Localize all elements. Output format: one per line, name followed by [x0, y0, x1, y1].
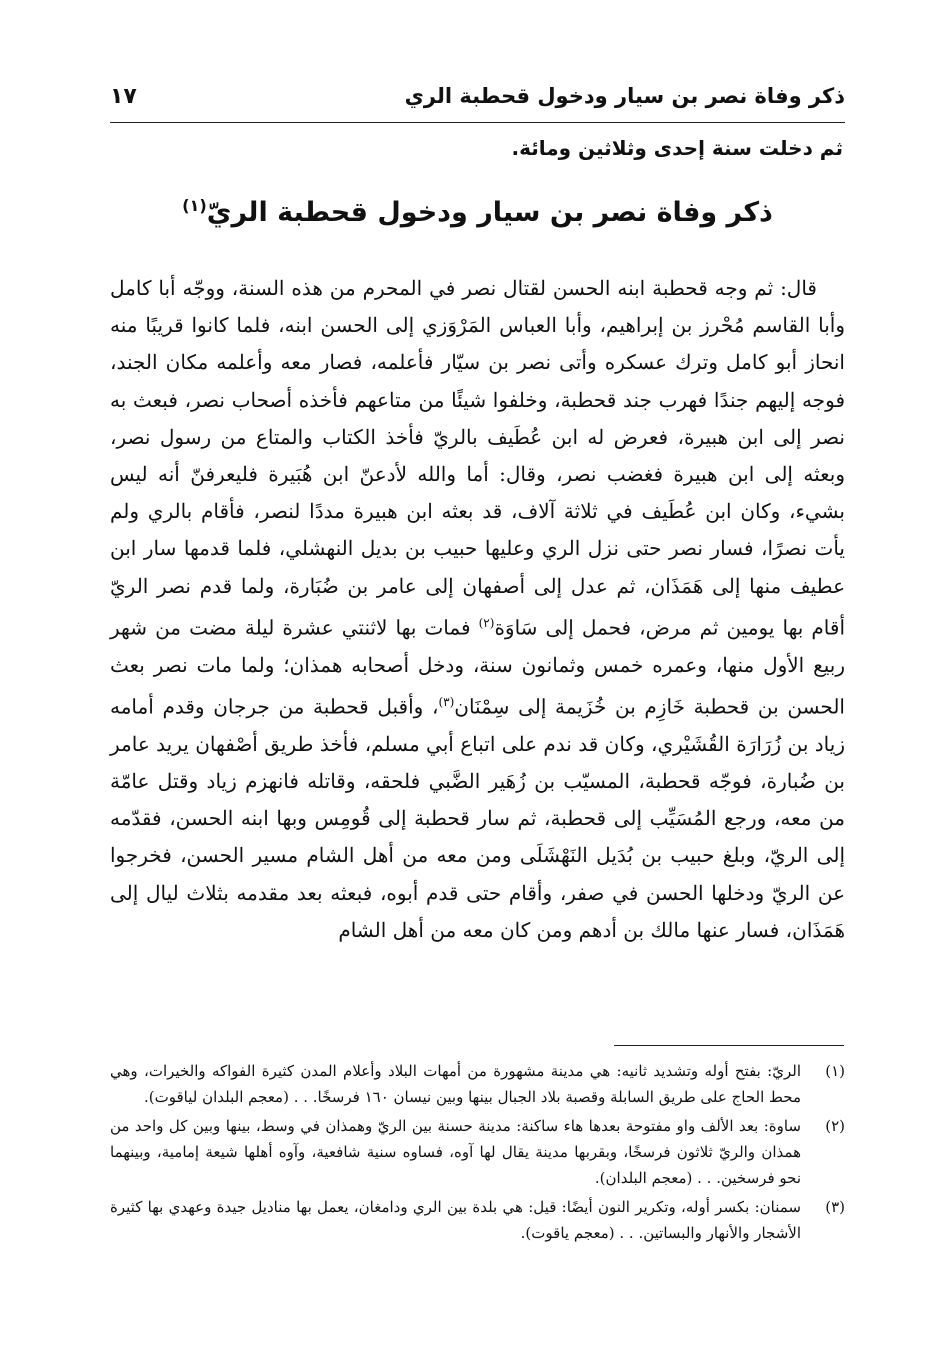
- footnote-number: (٢): [825, 1117, 845, 1135]
- footnote: [110, 1058, 845, 1110]
- section-heading: [110, 196, 845, 228]
- running-title: ذكر وفاة نصر بن سيار ودخول قحطبة الري: [404, 84, 845, 108]
- footnote-text: سمنان: بكسر أوله، وتكرير النون أيضًا: قيل: هي بلدة بين الري ودامغان، يعمل بها مناديل جيدة وعهدي بها كثيرة الأشجار والأنهار والبساتين. . . (معجم ياقوت).: [110, 1198, 801, 1242]
- footnote-text: الريّ: بفتح أوله وتشديد ثانيه: هي مدينة مشهورة من أمهات البلاد وأعلام المدن كثيرة الفواكه والخيرات، وهي محط الحاج على طريق السابلة وقصبة بلاد الجبال بينها وبين نيسان ١٦٠ فرسخًا. . . (معجم البلدان لياقوت).: [110, 1062, 801, 1106]
- footnote-separator: [614, 1045, 844, 1046]
- footnote: [110, 1113, 845, 1191]
- body-segment-3: ، وأقبل قحطبة من جرجان وقدم أمامه زياد بن زُرَارَة القُشَيْري، وكان قد ندم على اتباع أبي مسلم، فأخذ طريق أصْفهان يريد عامر بن ضُبارة، فوجّه قحطبة، المسيّب بن زُهَير الضَّبي فلحقه، وقاتله فانهزم زياد وقتل عامّة من معه، ورجع المُسَيِّب إلى قحطبة، ثم سار قحطبة إلى قُومِس وبها ابنه الحسن، فقدّمه إلى الريّ، وبلغ حبيب بن بُدَيل النَهْشَلَى ومن معه من أهل الشام مسير الحسن، فخرجوا عن الريّ ودخلها الحسن في صفر، وأقام حتى قدم أبوه، فبعثه بعد مقدمه بثلاث ليال إلى هَمَذَان، فسار عنها مالك بن أدهم ومن كان معه من أهل الشام: [110, 694, 845, 942]
- footnote-number: (٣): [825, 1198, 845, 1216]
- footnote-text: ساوة: بعد الألف واو مفتوحة بعدها هاء ساكنة: مدينة حسنة بين الريّ وهمذان في وسط، بينها وبين كل واحد من همذان والريّ ثلاثون فرسخًا، وبقربها مدينة يقال لها آوه، فساوه سنية شافعية، وآوه أهلها شيعة إمامية، وبينهما نحو فرسخين. . . (معجم البلدان).: [110, 1117, 801, 1187]
- intro-line: ثم دخلت سنة إحدى وثلاثين ومائة.: [511, 136, 843, 160]
- footnote-number: (١): [825, 1062, 845, 1080]
- footnotes: [110, 1058, 845, 1249]
- footnote-ref-2: (٢): [478, 615, 495, 630]
- footnote-ref-3: (٣): [438, 694, 455, 709]
- page-number: ١٧: [110, 84, 137, 109]
- body-paragraph: [110, 270, 845, 949]
- body-text: [110, 270, 845, 949]
- section-heading-text: ذكر وفاة نصر بن سيار ودخول قحطبة الريّ: [206, 197, 773, 228]
- body-segment-2: فمات بها لاثنتي عشرة ليلة مضت من شهر ربيع الأول منها، وعمره خمس وثمانون سنة، ودخل أصحابه همذان؛ ولما مات نصر بعث الحسن بن قحطبة خَازِم بن خُزَيمة إلى سِمْنَان: [110, 615, 845, 719]
- heading-footnote-ref: (١): [182, 196, 207, 215]
- footnote: [110, 1194, 845, 1246]
- page-header: [110, 82, 845, 123]
- body-segment-1: قال: ثم وجه قحطبة ابنه الحسن لقتال نصر في المحرم من هذه السنة، ووجّه أبا كامل وأبا القاسم مُحْرز بن إبراهيم، وأبا العباس المَرْوَزي إلى الحسن ابنه، فلما كانوا قريبًا منه انحاز أبو كامل وترك عسكره وأتى نصر بن سيّار فأعلمه، فصار معه وأعلمه مكان الجند، فوجه إليهم جندًا فهرب جند قحطبة، وخلفوا شيئًا من متاعهم فأخذه أصحاب نصر، فبعث به نصر إلى ابن هبيرة، فعرض له ابن عُطَيف بالريّ فأخذ الكتاب والمتاع من رسول نصر، وبعثه إلى ابن هبيرة فغضب نصر، وقال: أما والله لأدعنّ ابن هُبَيرة فليعرفنّ أنه ليس بشيء، وكان ابن عُطَيف في ثلاثة آلاف، قد بعثه ابن هبيرة مددًا لنصر، فأقام بالري ولم يأت نصرًا، فسار نصر حتى نزل الري وعليها حبيب بن بديل النهشلي، فلما قدمها سار ابن عطيف منها إلى هَمَذَان، ثم عدل إلى أصفهان إلى عامر بن ضُبَارة، ولما قدم نصر الريّ أقام بها يومين ثم مرض، فحمل إلى سَاوَة: [110, 276, 846, 640]
